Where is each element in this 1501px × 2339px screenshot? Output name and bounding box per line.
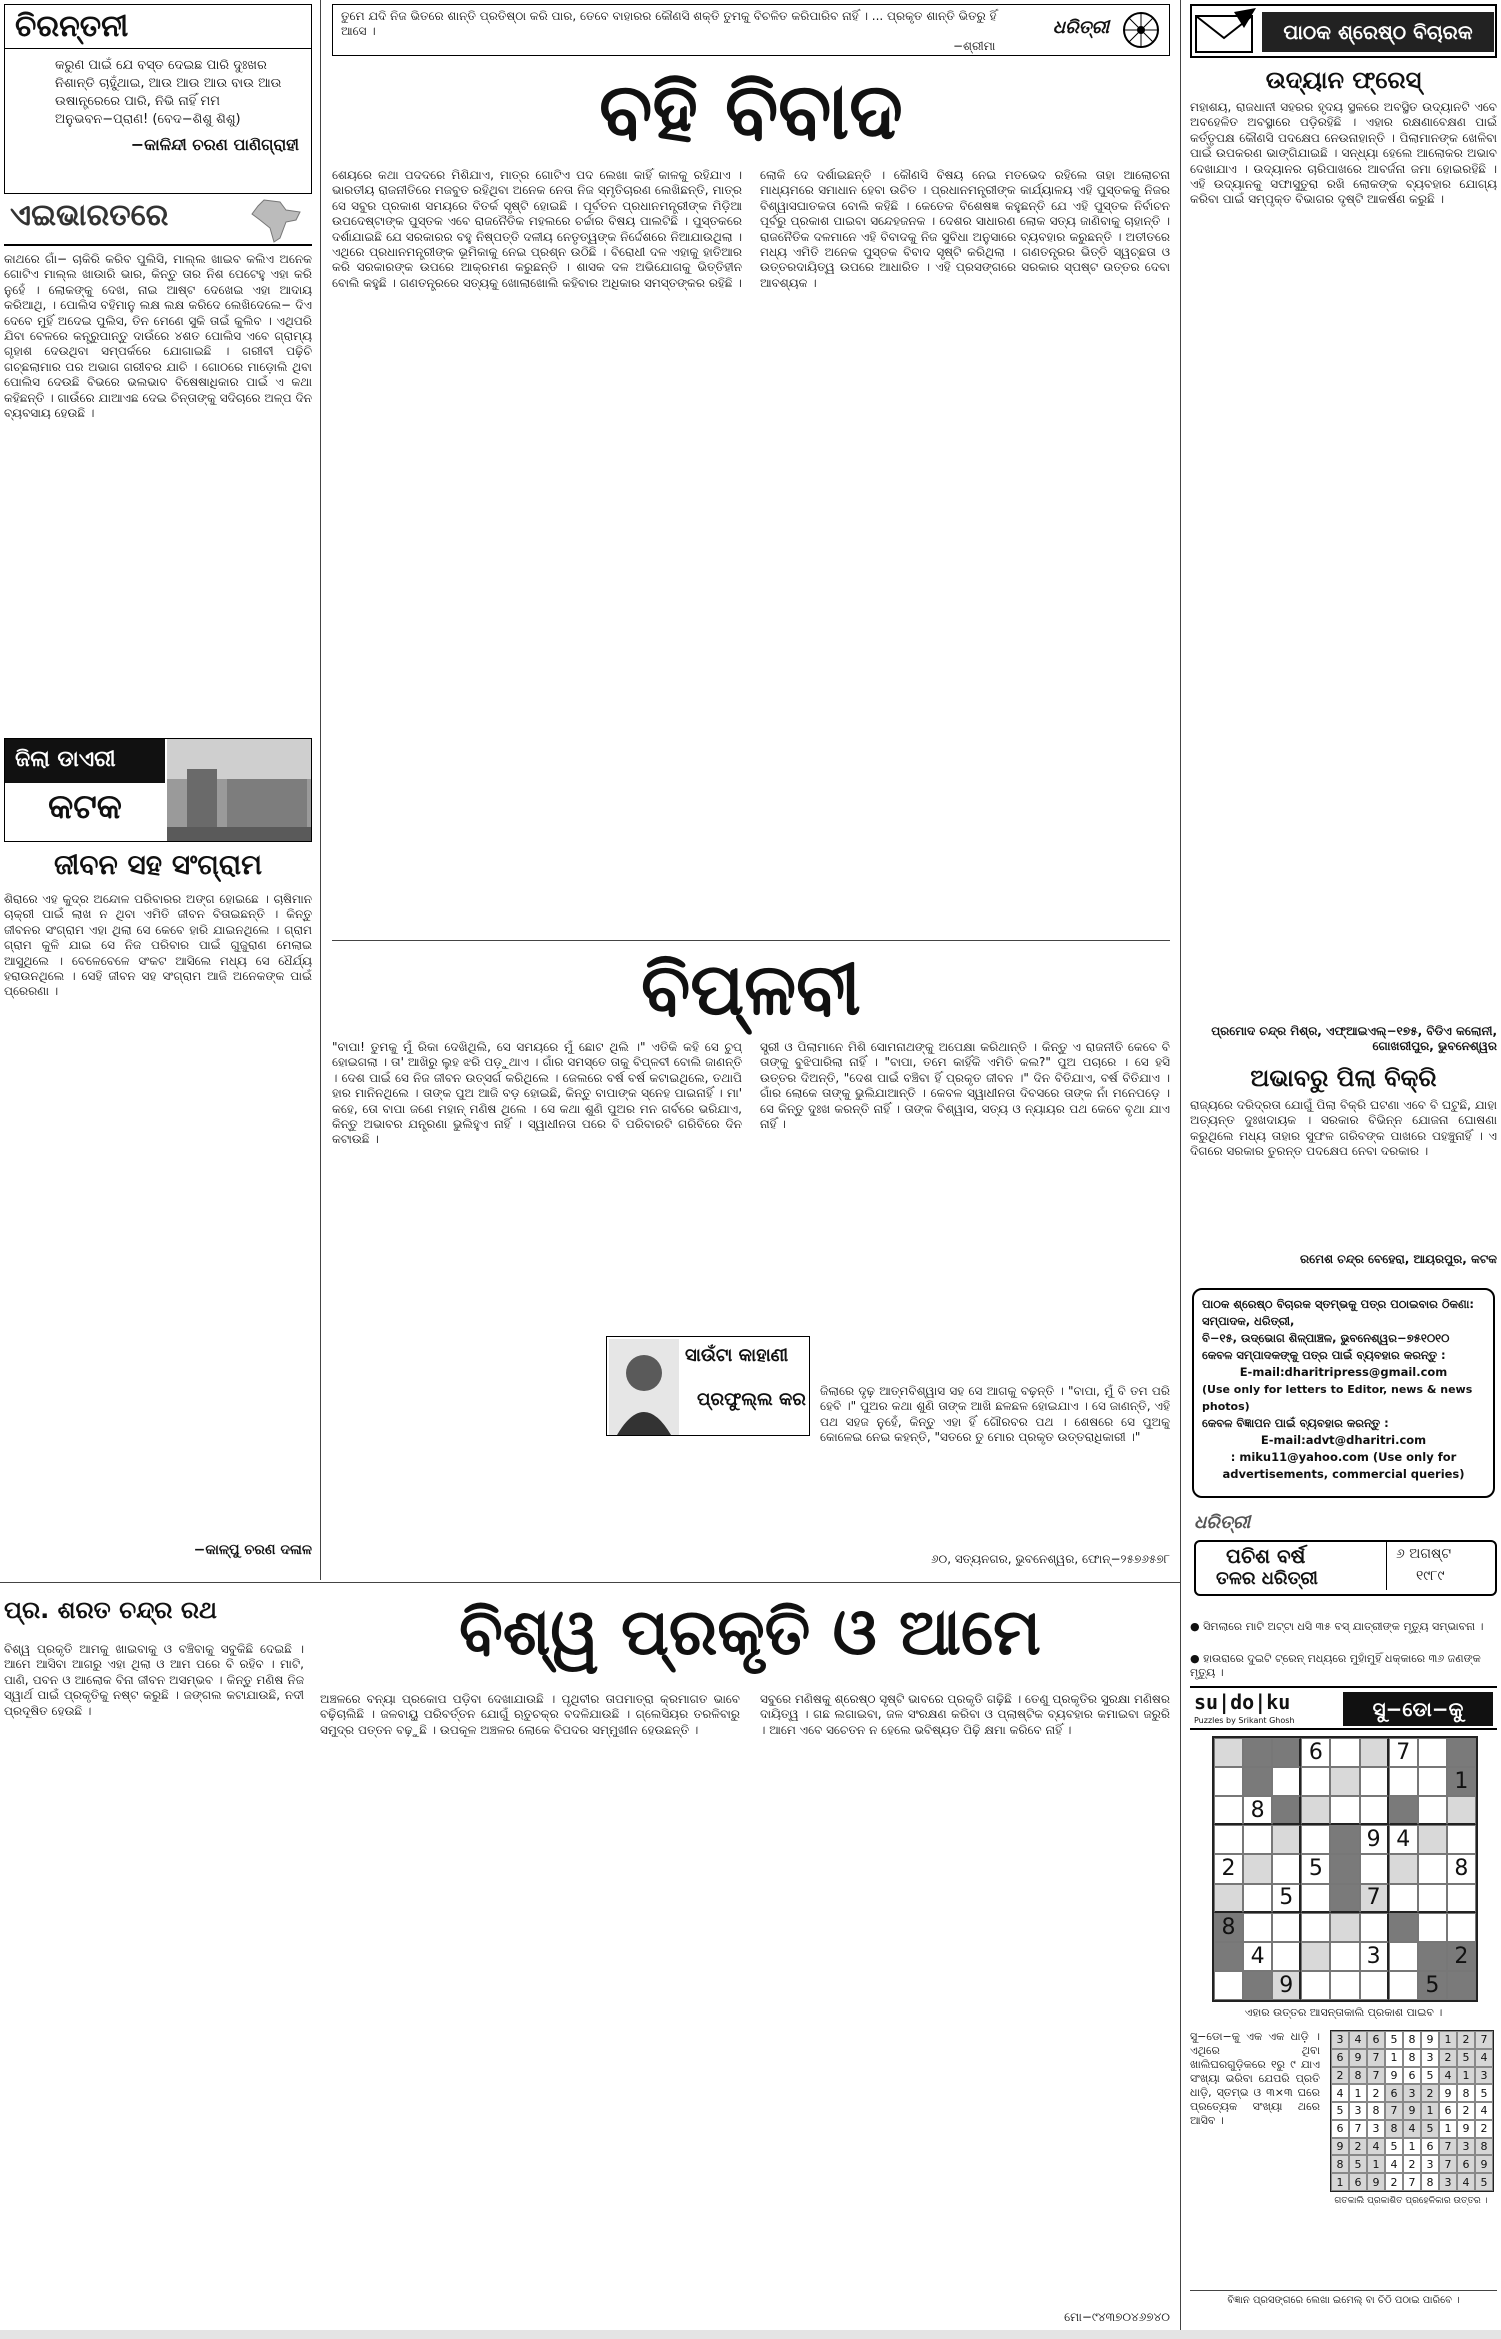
sudoku-cell[interactable] (1243, 1767, 1272, 1796)
solution-cell: 5 (1331, 2102, 1349, 2120)
solution-cell: 8 (1385, 2120, 1403, 2138)
solution-cell: 3 (1457, 2138, 1475, 2156)
sudoku-cell[interactable] (1418, 1825, 1447, 1854)
solution-cell: 6 (1439, 2102, 1457, 2120)
solution-caption: ଗତକାଲି ପ୍ରକାଶିତ ପ୍ରହେଳିକାର ଉତ୍ତର । (1334, 2196, 1488, 2206)
sudoku-cell[interactable] (1272, 1767, 1301, 1796)
pachisha-item1-text: ସିମଲାରେ ମାଟି ଅଟ୍ଟା ଧସି ୩୫ ବସ୍ ଯାତ୍ରୀଙ୍କ ମୃତ୍ୟୁ ସମ୍ଭାବନା । (1203, 1620, 1484, 1633)
sudoku-cell[interactable] (1447, 1884, 1476, 1913)
solution-cell: 8 (1403, 2031, 1421, 2049)
sudoku-cell[interactable] (1418, 1767, 1447, 1796)
sudoku-cell[interactable] (1447, 1913, 1476, 1942)
solution-cell: 3 (1349, 2102, 1367, 2120)
solution-cell: 1 (1403, 2138, 1421, 2156)
solution-cell: 2 (1349, 2138, 1367, 2156)
address-line3: ବି−୧୫, ଉଦ୍ଭୋଗ ଶିଳ୍ପାଞ୍ଚଳ, ଭୁବନେଶ୍ୱର−୭୫୧୦୧୦ (1202, 1331, 1450, 1345)
solution-cell: 5 (1475, 2173, 1493, 2191)
sudoku-cell[interactable] (1360, 1854, 1389, 1883)
solution-cell: 2 (1457, 2102, 1475, 2120)
sudoku-cell[interactable]: 3 (1360, 1942, 1389, 1971)
sudoku-cell[interactable]: 9 (1272, 1971, 1301, 2000)
solution-cell: 2 (1403, 2155, 1421, 2173)
solution-cell: 6 (1385, 2084, 1403, 2102)
editor-email[interactable]: E-mail:dharitripress@gmail.com (1239, 1365, 1448, 1379)
sudoku-caption: ଏହାର ଉତ୍ତର ଆସନ୍ତାକାଲି ପ୍ରକାଶ ପାଇବ । (1244, 2006, 1443, 2019)
pathaka-title: ପାଠକ ଶ୍ରେଷ୍ଠ ବିଚାରକ (1262, 12, 1494, 52)
solution-cell: 5 (1421, 2067, 1439, 2085)
zila-diary-text: ଶିରାରେ ଏହ କୁଦ୍ର ଅନ୍ଦୋଳ ପରିବାରର ଅଙ୍ଗ ହୋଇଛେ । ଚାଷିମାନ ଚାକ୍ରୀ ପାଇଁ ଲାଖ ନ ଥିବା ଏମିତି ଜୀବନ ବିତାଇଛନ୍ତି । କିନ୍ତୁ ଜୀବନର ସଂଗ୍ରାମ ଏହା ଥିଲା ସେ କେବେ ହାରି ଯାଇନଥିଲେ । ଗ୍ରାମ ଗ୍ରାମ କୁଳି ଯାଇ ସେ ନିଜ ପରିବାର ପାଇଁ ଗୁଜୁରାଣ ମେଲାଇ ଆସୁଥିଲେ । ବେଳେବେଳେ ସଂକଟ ଆସିଲେ ମଧ୍ୟ ସେ ଧୈର୍ଯ୍ୟ ହରାଉନଥିଲେ । ସେହି ଜୀବନ ସହ ସଂଗ୍ରାମ ଆଜି ଅନେକଙ୍କ ପାଇଁ ପ୍ରେରଣା । (4, 892, 312, 999)
sudoku-cell[interactable] (1243, 1825, 1272, 1854)
zila-diary-place: କଟକ (48, 787, 122, 827)
top-quote-attribution: −ଶ୍ରୀମା (953, 39, 996, 53)
sudoku-cell[interactable]: 1 (1447, 1767, 1476, 1796)
ebhabanare-header (4, 198, 312, 246)
solution-cell: 1 (1385, 2049, 1403, 2067)
solution-cell: 4 (1403, 2120, 1421, 2138)
sudoku-cell[interactable] (1360, 1913, 1389, 1942)
sudoku-cell[interactable] (1447, 1825, 1476, 1854)
sudoku-cell[interactable] (1272, 1913, 1301, 1942)
viplavi-address: ୬୦, ସତ୍ୟନଗର, ଭୁବନେଶ୍ୱର, ଫୋନ୍−୨୫୭୬୫୭୮ (931, 1552, 1170, 1566)
address-line2: ସମ୍ପାଦକ, ଧରିତ୍ରୀ, (1202, 1314, 1295, 1328)
solution-cell: 6 (1421, 2138, 1439, 2156)
sudoku-cell[interactable] (1214, 1767, 1243, 1796)
sudoku-cell[interactable] (1418, 1796, 1447, 1825)
ebhabanare-title: ଏଇଭାରତରେ (10, 198, 169, 233)
solution-cell: 7 (1367, 2067, 1385, 2085)
sudoku-cell[interactable] (1389, 1767, 1418, 1796)
solution-cell: 5 (1385, 2031, 1403, 2049)
solution-cell: 1 (1367, 2155, 1385, 2173)
letter2-title: ଅଭାବରୁ ପିଲା ବିକ୍ରି (1250, 1064, 1437, 1092)
solution-cell: 5 (1475, 2084, 1493, 2102)
address-line6: (Use only for letters to Editor, news & news photos) (1202, 1383, 1473, 1413)
sudoku-solution-grid (1330, 2030, 1494, 2192)
solution-cell: 9 (1367, 2173, 1385, 2191)
advt-email[interactable]: E-mail:advt@dharitri.com (1260, 1433, 1427, 1447)
bishwa-contact: ମୋ−୯୪୩୭୦୪୬୭୪୦ (1064, 2310, 1170, 2324)
pachisha-item2-text: ହାଉରାରେ ଦୁଇଟି ଟ୍ରେନ୍ ମଧ୍ୟରେ ମୁହାଁମୁହିଁ ଧକ୍କାରେ ୩୬ ଜଣଙ୍କ ମୃତ୍ୟୁ । (1190, 1652, 1481, 1679)
solution-cell: 1 (1331, 2173, 1349, 2191)
solution-cell: 3 (1421, 2049, 1439, 2067)
sudoku-cell[interactable] (1301, 1942, 1330, 1971)
pachisha-date1: ୬ ଅଗଷ୍ଟ (1396, 1546, 1452, 1562)
masthead-logo: ଧରିତ୍ରୀ (1052, 17, 1109, 38)
sudoku-cell[interactable] (1272, 1825, 1301, 1854)
sudoku-cell[interactable] (1389, 1884, 1418, 1913)
sudoku-cell[interactable] (1272, 1796, 1301, 1825)
sudoku-cell[interactable] (1447, 1971, 1476, 2000)
zila-diary-label: ଜିଲା ଡାଏରୀ (5, 739, 165, 783)
solution-cell: 6 (1331, 2049, 1349, 2067)
solution-cell: 4 (1475, 2102, 1493, 2120)
pachisha-item2: ● ହାଉରାରେ ଦୁଇଟି ଟ୍ରେନ୍ ମଧ୍ୟରେ ମୁହାଁମୁହିଁ ଧକ୍କାରେ ୩୬ ଜଣଙ୍କ ମୃତ୍ୟୁ । (1190, 1652, 1481, 1679)
solution-cell: 1 (1421, 2102, 1439, 2120)
sudoku-cell[interactable]: 9 (1360, 1825, 1389, 1854)
solution-cell: 8 (1349, 2067, 1367, 2085)
author-photo (609, 1339, 679, 1435)
solution-cell: 4 (1349, 2031, 1367, 2049)
sudoku-cell[interactable] (1214, 1884, 1243, 1913)
bishwa-col2: ଅଞ୍ଚଳରେ ବନ୍ୟା ପ୍ରକୋପ ପଡ଼ିବା ଦେଖାଯାଉଛି । ପୃଥିବୀର ତାପମାତ୍ରା କ୍ରମାଗତ ଭାବେ ବଢ଼ିଚାଲିଛି । ଜଳବାୟୁ ପରିବର୍ତ୍ତନ ଯୋଗୁଁ ଋତୁଚକ୍ର ବଦଳିଯାଉଛି । ଗ୍ଲେସିୟର ତରଳିବାରୁ ସମୁଦ୍ର ପତ୍ତନ ବଢ଼ୁଛି । ଉପକୂଳ ଅଞ୍ଚଳର ଲୋକେ ବିପଦର ସମ୍ମୁଖୀନ ହେଉଛନ୍ତି । (320, 1692, 740, 1737)
solution-cell: 1 (1349, 2084, 1367, 2102)
sudoku-cell[interactable] (1301, 1971, 1330, 2000)
sudoku-brand: su|do|ku (1194, 1690, 1291, 1714)
pachisha-subtitle: ତଳର ଧରିତ୍ରୀ (1216, 1568, 1318, 1589)
sudoku-cell[interactable] (1272, 1854, 1301, 1883)
solution-cell: 7 (1475, 2031, 1493, 2049)
solution-cell: 6 (1367, 2031, 1385, 2049)
sudoku-cell[interactable] (1447, 1738, 1476, 1767)
page-bottom-bar (0, 2330, 1501, 2339)
sudoku-cell[interactable] (1418, 1913, 1447, 1942)
sudoku-cell[interactable]: 8 (1447, 1854, 1476, 1883)
letter1-title: ଉଦ୍ୟାନ ଫ୍ରେସ୍ (1265, 66, 1422, 94)
sudoku-cell[interactable] (1243, 1854, 1272, 1883)
solution-cell: 8 (1457, 2084, 1475, 2102)
sudoku-cell[interactable]: 8 (1214, 1913, 1243, 1942)
viplavi-col2: ସ୍ତ୍ରୀ ଓ ପିଲାମାନେ ମିଶି ସୋମନାଥଙ୍କୁ ଅପେକ୍ଷା କରିଥାନ୍ତି । କିନ୍ତୁ ଏ ରାଜନୀତି କେବେ ବି ତାଙ୍କୁ ବୁଝିପାରିଲା ନାହିଁ । "ବାପା, ତମେ କାହିଁକି ଏମିତି କଲ?" ପୁଅ ପଚାରେ । ସେ ହସି ଉତ୍ତର ଦିଅନ୍ତି, "ଦେଶ ପାଇଁ ବଞ୍ଚିବା ହିଁ ପ୍ରକୃତ ଜୀବନ ।" ଦିନ ବିତିଯାଏ, ବର୍ଷ ବିତିଯାଏ । ଗାଁର ଲୋକେ ତାଙ୍କୁ ଭୁଲିଯାଆନ୍ତି । କେବଳ ସ୍ୱାଧୀନତା ଦିବସରେ ତାଙ୍କ ନାଁ ମନେପଡ଼େ । ସେ କିନ୍ତୁ ଦୁଃଖ କରନ୍ତି ନାହିଁ । ତାଙ୍କ ବିଶ୍ୱାସ, ସତ୍ୟ ଓ ନ୍ୟାୟର ପଥ କେବେ ବୃଥା ଯାଏ ନାହିଁ । (760, 1040, 1170, 1132)
solution-cell: 2 (1385, 2173, 1403, 2191)
address-line7: କେବଳ ବିଜ୍ଞାପନ ପାଇଁ ବ୍ୟବହାର କରନ୍ତୁ : (1202, 1416, 1389, 1430)
bishwa-author: ପ୍ର. ଶରତ ଚନ୍ଦ୍ର ରଥ (4, 1596, 217, 1624)
zila-diary-title: ଜୀବନ ସହ ସଂଗ୍ରାମ (53, 848, 263, 881)
sudoku-cell[interactable] (1418, 1854, 1447, 1883)
address-line4: କେବଳ ସମ୍ପାଦକଙ୍କୁ ପତ୍ର ପାଇଁ ବ୍ୟବହାର କରନ୍ତୁ : (1202, 1348, 1446, 1362)
envelope-icon (1194, 8, 1258, 56)
ebhabanare-text: କାଥରେ ଗାଁ− ଚାକିରି କରିବ ପୁଲିସି, ମାଲ୍ଲ ଖାଇବ କଲିଏ ଅନେକ ଗୋଟିଏ ମାଲ୍ଲ ଖାଉାରି ଭାର, କିନ୍ତୁ ତାର ନିଶ ପେଟେହୁ ଏହା କରି ନୁହେଁ । ଲୋକଙ୍କୁ ଦେଖ, ନାଇ ଆଷ୍ଟ ଦେଖେଇ ଏହା ଆଦାୟ କରିଆଥି, । ପୋଲିସ ବହିମାନୁ ଲକ୍ଷ ଲକ୍ଷ କରିଦେ ଲେଖିଦେଲେ− ଦିଏ ଦେବେ ମୁହିଁ ଅଦେଇ ପୁଲିସ, ତିନ ମେଣେ ସୁକି ତାଇଁ କୁଲିବ । ଏଥିପରି ଯିବା ବେଳରେ କନ୍ତ୍ରୁପାନ୍ତୁ ଦାଉଁରେ ୪ଶତ ପୋଲିସ ଏବେ ଗ୍ରାମ୍ୟ ଗୃହାଶ ଦେଉଥିବା ସମ୍ପର୍କରେ ଯୋଗାଇଛି । ଗରୀବୀ ପଢ଼ିଚି ଗଚ୍ଛଲାମାର ପର ଅଭାଗ ଗରୀବର ଯାଚି । ଗୋଠରେ ମାଡ଼ୋଲି ଥିବା ପୋଲିସ ଦେଉଛି ବିଭରେ ଭଲଭାବ ବିଷେଷାଧିକାର ପାଇଁ ଏ କଥା କହିଛନ୍ତି । ଗାଉଁରେ ଯାଆଏଛ ଦେଇ ଚିନ୍ତାଙ୍କୁ ସଦିଚାରେ ଅଳ୍ପ ଦିନ ବ୍ୟବସାୟ ହେଉଛି । (4, 252, 312, 421)
solution-cell: 8 (1367, 2102, 1385, 2120)
sudoku-cell[interactable] (1243, 1971, 1272, 2000)
solution-cell: 7 (1349, 2120, 1367, 2138)
sudoku-cell[interactable] (1214, 1971, 1243, 2000)
sudoku-cell[interactable] (1389, 1913, 1418, 1942)
letter2-text: ରାଜ୍ୟରେ ଦରିଦ୍ରତା ଯୋଗୁଁ ପିଲା ବିକ୍ରି ଘଟଣା ଏବେ ବି ଘଟୁଛି, ଯାହା ଅତ୍ୟନ୍ତ ଦୁଃଖଦାୟକ । ସରକାର ବିଭିନ୍ନ ଯୋଜନା ଘୋଷଣା କରୁଥିଲେ ମଧ୍ୟ ତାହାର ସୁଫଳ ଗରିବଙ୍କ ପାଖରେ ପହଞ୍ଚୁନାହିଁ । ଏ ଦିଗରେ ସରକାର ତୁରନ୍ତ ପଦକ୍ଷେପ ନେବା ଦରକାର । (1190, 1098, 1497, 1159)
lead-article-title: ବହି ବିବାଦ (599, 67, 903, 157)
solution-cell: 6 (1457, 2155, 1475, 2173)
solution-cell: 7 (1439, 2138, 1457, 2156)
viplavi-col1: "ବାପା! ତୁମକୁ ମୁଁ ରିକା ଦେଖିଥିଲି, ସେ ସମୟରେ ମୁଁ ଛୋଟ ଥିଲି ।" ଏତିକି କହି ସେ ଚୁପ୍ ହୋଇଗଲା । ତା' ଆଖିରୁ ଲୁହ ଝରି ପଡ଼ୁଥାଏ । ଗାଁର ସମସ୍ତେ ତାକୁ ବିପ୍ଳବୀ ବୋଲି ଜାଣନ୍ତି । ଦେଶ ପାଇଁ ସେ ନିଜ ଜୀବନ ଉତ୍ସର୍ଗ କରିଥିଲେ । ଜେଲରେ ବର୍ଷ ବର୍ଷ କଟାଇଥିଲେ, ତଥାପି ହାର ମାନିନଥିଲେ । ତାଙ୍କ ପୁଅ ଆଜି ବଡ଼ ହୋଇଛି, କିନ୍ତୁ ବାପାଙ୍କ ସ୍ନେହ ପାଇନାହିଁ । ମା' କହେ, ତୋ ବାପା ଜଣେ ମହାନ୍ ମଣିଷ ଥିଲେ । ସେ କଥା ଶୁଣି ପୁଅର ମନ ଗର୍ବରେ ଭରିଯାଏ, କିନ୍ତୁ ଅଭାବର ଯନ୍ତ୍ରଣା ଭୁଲିହୁଏ ନାହିଁ । ସ୍ୱାଧୀନତା ପରେ ବି ପରିବାରଟି ଗରିବିରେ ଦିନ କଟାଉଛି । (332, 1040, 742, 1147)
solution-cell: 1 (1457, 2067, 1475, 2085)
address-line1: ପାଠକ ଶ୍ରେଷ୍ଠ ବିଚାରକ ସ୍ତମ୍ଭକୁ ପତ୍ର ପଠାଇବାର ଠିକଣା: (1202, 1297, 1474, 1311)
wheel-icon (1121, 10, 1161, 50)
sudoku-cell[interactable] (1301, 1884, 1330, 1913)
address-line10: advertisements, commercial queries) (1222, 1467, 1465, 1481)
solution-cell: 4 (1385, 2155, 1403, 2173)
sudoku-cell[interactable] (1330, 1913, 1359, 1942)
sudoku-cell[interactable] (1360, 1971, 1389, 2000)
solution-cell: 3 (1403, 2084, 1421, 2102)
story-box (606, 1336, 810, 1436)
solution-cell: 4 (1331, 2084, 1349, 2102)
sudoku-cell[interactable] (1418, 1738, 1447, 1767)
solution-cell: 8 (1331, 2155, 1349, 2173)
sudoku-cell[interactable] (1330, 1884, 1359, 1913)
zila-diary-banner (4, 738, 312, 842)
solution-cell: 8 (1403, 2049, 1421, 2067)
solution-cell: 9 (1331, 2138, 1349, 2156)
sudoku-cell[interactable]: 2 (1214, 1854, 1243, 1883)
solution-cell: 2 (1439, 2049, 1457, 2067)
sudoku-cell[interactable]: 7 (1360, 1884, 1389, 1913)
sudoku-cell[interactable] (1330, 1767, 1359, 1796)
sudoku-cell[interactable] (1214, 1796, 1243, 1825)
bishwa-title: ବିଶ୍ୱ ପ୍ରକୃତି ଓ ଆମେ (459, 1596, 1041, 1670)
sudoku-cell[interactable] (1389, 1942, 1418, 1971)
sudoku-cell[interactable]: 2 (1447, 1942, 1476, 1971)
solution-cell: 3 (1331, 2031, 1349, 2049)
sudoku-cell[interactable] (1301, 1913, 1330, 1942)
letter1-text: ମହାଶୟ, ରାଜଧାନୀ ସହରର ହୃଦୟ ସ୍ଥଳରେ ଅବସ୍ଥିତ ଉଦ୍ୟାନଟି ଏବେ ଅବହେଳିତ ଅବସ୍ଥାରେ ପଡ଼ିରହିଛି । ଏହାର ରକ୍ଷଣାବେକ୍ଷଣ ପାଇଁ କର୍ତ୍ତୃପକ୍ଷ କୌଣସି ପଦକ୍ଷେପ ନେଉନାହାନ୍ତି । ପିଲାମାନଙ୍କ ଖେଳିବା ପାଇଁ ଉପକରଣ ଭାଙ୍ଗିଯାଇଛି । ସନ୍ଧ୍ୟା ହେଲେ ଆଲୋକର ଅଭାବ ଦେଖାଯାଏ । ଉଦ୍ୟାନର ଚାରିପାଖରେ ଆବର୍ଜନା ଜମା ହୋଇରହିଛି । ଏହି ଉଦ୍ୟାନକୁ ସଫାସୁତୁରା ରଖି ଲୋକଙ୍କ ବ୍ୟବହାର ଯୋଗ୍ୟ କରିବା ପାଇଁ ସମ୍ପୃକ୍ତ ବିଭାଗର ଦୃଷ୍ଟି ଆକର୍ଷଣ କରୁଛି । (1190, 100, 1497, 207)
solution-cell: 9 (1457, 2120, 1475, 2138)
chirantani-quote: କରୁଣ ପାଇଁ ଯେ ବସ୍ତ ଦେଇଛ ପାରି ଦୁଃଖର ନିଶାନ୍ତି ଚାହୁଁଥାଇ, ଆଉ ଆଉ ଆଉ ବାଉ ଆଉ ଉଷାନ୍ତ୍ରେରେ ପାରି, ନିଭି ନାହିଁ ମମ ଅନୁଭବନ−ପ୍ରାଣ! (ବେଦ−ଶିଶୁ ଶିଶୁ) (55, 58, 282, 127)
solution-cell: 6 (1403, 2067, 1421, 2085)
lead-article-col2: ଲୋକି ଦେ ଦର୍ଶାଇଛନ୍ତି । କୌଣସି ବିଷୟ ନେଇ ମତଭେଦ ରହିଲେ ତାହା ଆଲୋଚନା ମାଧ୍ୟମରେ ସମାଧାନ ହେବା ଉଚିତ । ପ୍ରଧାନମନ୍ତ୍ରୀଙ୍କ କାର୍ଯ୍ୟାଳୟ ଏହି ପୁସ୍ତକକୁ ନିଜର ବିଶ୍ୱାସଘାତକତା ବୋଲି କହିଛି । କେତେକ ବିଶେଷଜ୍ଞ କହୁଛନ୍ତି ଯେ ଏହି ପୁସ୍ତକ ନିର୍ବାଚନ ପୂର୍ବରୁ ପ୍ରକାଶ ପାଇବା ସନ୍ଦେହଜନକ । ଦେଶର ସାଧାରଣ ଲୋକ ସତ୍ୟ ଜାଣିବାକୁ ଚାହାନ୍ତି । ରାଜନୈତିକ ଦଳମାନେ ଏହି ବିବାଦକୁ ନିଜ ସୁବିଧା ଅନୁସାରେ ବ୍ୟବହାର କରୁଛନ୍ତି । ଅତୀତରେ ମଧ୍ୟ ଏମିତି ଅନେକ ପୁସ୍ତକ ବିବାଦ ସୃଷ୍ଟି କରିଥିଲା । ଗଣତନ୍ତ୍ରର ଭିତ୍ତି ସ୍ୱଚ୍ଛତା ଓ ଉତ୍ତରଦାୟିତ୍ୱ ଉପରେ ଆଧାରିତ । ଏହି ପ୍ରସଙ୍ଗରେ ସରକାର ସ୍ପଷ୍ଟ ଉତ୍ତର ଦେବା ଆବଶ୍ୟକ । (760, 168, 1170, 290)
solution-cell: 9 (1385, 2067, 1403, 2085)
solution-cell: 5 (1457, 2049, 1475, 2067)
chirantani-title: ଚିରନ୍ତନୀ (5, 5, 311, 49)
sudoku-cell[interactable]: 5 (1301, 1854, 1330, 1883)
top-quote-text: ତୁମେ ଯଦି ନିଜ ଭିତରେ ଶାନ୍ତି ପ୍ରତିଷ୍ଠା କରି ପାର, ତେବେ ବାହାରର କୌଣସି ଶକ୍ତି ତୁମକୁ ବିଚଳିତ କରିପାରିବ ନାହିଁ । ... ପ୍ରକୃତ ଶାନ୍ତି ଭିତରୁ ହିଁ ଆସେ । (341, 9, 997, 38)
solution-cell: 6 (1349, 2173, 1367, 2191)
pachisha-banner (1190, 1510, 1497, 1614)
sudoku-cell[interactable]: 4 (1243, 1942, 1272, 1971)
solution-cell: 4 (1457, 2173, 1475, 2191)
bishwa-col3: ସବୁରେ ମଣିଷକୁ ଶ୍ରେଷ୍ଠ ସୃଷ୍ଟି ଭାବରେ ପ୍ରକୃତି ଗଢ଼ିଛି । ତେଣୁ ପ୍ରକୃତିର ସୁରକ୍ଷା ମଣିଷର ଦାୟିତ୍ୱ । ଗଛ ଲଗାଇବା, ଜଳ ସଂରକ୍ଷଣ କରିବା ଓ ପ୍ଲାଷ୍ଟିକ ବ୍ୟବହାର କମାଇବା ଜରୁରି । ଆମେ ଏବେ ସଚେତନ ନ ହେଲେ ଭବିଷ୍ୟତ ପିଢ଼ି କ୍ଷମା କରିବେ ନାହିଁ । (760, 1692, 1170, 1737)
solution-cell: 9 (1349, 2049, 1367, 2067)
sudoku-title: ସୁ−ଡୋ−କୁ (1343, 1692, 1493, 1726)
viplavi-col2b: ଜିଲାରେ ଦୃଢ଼ ଆତ୍ମବିଶ୍ୱାସ ସହ ସେ ଆଗକୁ ବଢ଼ନ୍ତି । "ବାପା, ମୁଁ ବି ତମ ପରି ହେବି ।" ପୁଅର କଥା ଶୁଣି ତାଙ୍କ ଆଖି ଛଳଛଳ ହୋଇଯାଏ । ସେ ଜାଣନ୍ତି, ଏହି ପଥ ସହଜ ନୁହେଁ, କିନ୍ତୁ ଏହା ହିଁ ଗୌରବର ପଥ । ଶେଷରେ ସେ ପୁଅକୁ କୋଳେଇ ନେଇ କହନ୍ତି, "ସତରେ ତୁ ମୋର ପ୍ରକୃତ ଉତ୍ତରାଧିକାରୀ ।" (820, 1384, 1170, 1445)
pachisha-title: ପଚିଶ ବର୍ଷ (1226, 1544, 1306, 1568)
solution-cell: 6 (1331, 2120, 1349, 2138)
solution-cell: 4 (1367, 2138, 1385, 2156)
sudoku-cell[interactable]: 7 (1389, 1738, 1418, 1767)
solution-cell: 3 (1475, 2067, 1493, 2085)
viplavi-title: ବିପ୍ଳବୀ (641, 947, 861, 1031)
sudoku-cell[interactable] (1418, 1884, 1447, 1913)
sudoku-rules: ସୁ−ଡୋ−କୁ ଏକ ଏକ ଧାଡ଼ି । ଏଥିରେ ଥିବା ଖାଲିଘରଗୁଡ଼ିକରେ ୧ରୁ ୯ ଯାଏ ସଂଖ୍ୟା ଭରିବା ଯେପରି ପ୍ରତି ଧାଡ଼ି, ସ୍ତମ୍ଭ ଓ ୩×୩ ଘରେ ପ୍ରତ୍ୟେକ ସଂଖ୍ୟା ଥରେ ଆସିବ । (1190, 2030, 1320, 2127)
solution-cell: 2 (1457, 2031, 1475, 2049)
sudoku-cell[interactable] (1214, 1942, 1243, 1971)
sudoku-cell[interactable] (1272, 1942, 1301, 1971)
sudoku-cell[interactable]: 8 (1243, 1796, 1272, 1825)
sudoku-cell[interactable] (1360, 1738, 1389, 1767)
story-author: ପ୍ରଫୁଲ୍ଲ କର (697, 1389, 806, 1410)
fort-photo (167, 739, 311, 841)
solution-cell: 3 (1367, 2120, 1385, 2138)
solution-cell: 7 (1367, 2049, 1385, 2067)
letter1-sign: ପ୍ରମୋଦ ଚନ୍ଦ୍ର ମିଶ୍ର, ଏଫ୍ଆଇଏଲ୍−୧୭୫, ବିଡିଏ କଲୋନୀ, ଗୋଖରୀପୁର, ଭୁବନେଶ୍ୱର (1211, 1024, 1497, 1053)
sudoku-cell[interactable] (1447, 1796, 1476, 1825)
zila-diary-signature: −କାଳ୍ପୁ ଚରଣ ଦଳାଳ (193, 1542, 312, 1558)
solution-cell: 3 (1421, 2155, 1439, 2173)
solution-cell: 2 (1331, 2067, 1349, 2085)
sudoku-cell[interactable]: 6 (1301, 1738, 1330, 1767)
solution-cell: 7 (1403, 2173, 1421, 2191)
sudoku-cell[interactable]: 5 (1272, 1884, 1301, 1913)
sudoku-cell[interactable] (1360, 1796, 1389, 1825)
address-box (1192, 1288, 1495, 1498)
solution-cell: 2 (1367, 2084, 1385, 2102)
top-quote-strip (332, 4, 1170, 56)
bishwa-col1: ବିଶ୍ୱ ପ୍ରକୃତି ଆମକୁ ଖାଇବାକୁ ଓ ବଞ୍ଚିବାକୁ ସବୁକିଛି ଦେଇଛି । ଆମେ ଆସିବା ଆଗରୁ ଏହା ଥିଲା ଓ ଆମ ପରେ ବି ରହିବ । ମାଟି, ପାଣି, ପବନ ଓ ଆଲୋକ ବିନା ଜୀବନ ଅସମ୍ଭବ । କିନ୍ତୁ ମଣିଷ ନିଜ ସ୍ୱାର୍ଥ ପାଇଁ ପ୍ରକୃତିକୁ ନଷ୍ଟ କରୁଛି । ଜଙ୍ଗଲ କଟାଯାଉଛି, ନଦୀ ପ୍ରଦୂଷିତ ହେଉଛି । (4, 1642, 304, 1718)
pachisha-logo: ଧରିତ୍ରୀ (1194, 1512, 1251, 1533)
sudoku-cell[interactable] (1330, 1796, 1359, 1825)
solution-cell: 4 (1439, 2067, 1457, 2085)
sudoku-cell[interactable] (1301, 1825, 1330, 1854)
sudoku-cell[interactable] (1389, 1971, 1418, 2000)
sudoku-cell[interactable] (1301, 1796, 1330, 1825)
solution-cell: 7 (1439, 2155, 1457, 2173)
sudoku-cell[interactable] (1243, 1738, 1272, 1767)
solution-cell: 8 (1421, 2173, 1439, 2191)
sudoku-cell[interactable] (1360, 1767, 1389, 1796)
sudoku-cell[interactable] (1214, 1825, 1243, 1854)
sudoku-cell[interactable] (1301, 1767, 1330, 1796)
sudoku-cell[interactable] (1389, 1796, 1418, 1825)
sudoku-cell[interactable] (1330, 1825, 1359, 1854)
sudoku-credit: Puzzles by Srikant Ghosh (1194, 1716, 1295, 1725)
solution-cell: 2 (1421, 2084, 1439, 2102)
sudoku-cell[interactable] (1418, 1942, 1447, 1971)
sudoku-grid[interactable] (1212, 1736, 1478, 2002)
solution-cell: 9 (1403, 2102, 1421, 2120)
solution-cell: 3 (1439, 2173, 1457, 2191)
solution-cell: 1 (1439, 2120, 1457, 2138)
solution-cell: 7 (1385, 2102, 1403, 2120)
sudoku-cell[interactable]: 4 (1389, 1825, 1418, 1854)
sudoku-cell[interactable] (1330, 1971, 1359, 2000)
solution-cell: 4 (1475, 2049, 1493, 2067)
solution-cell: 9 (1421, 2031, 1439, 2049)
sudoku-cell[interactable] (1243, 1913, 1272, 1942)
solution-cell: 9 (1439, 2084, 1457, 2102)
chirantani-author: −କାଳିନ୍ଦୀ ଚରଣ ପାଣିଗ୍ରାହୀ (130, 135, 299, 154)
solution-cell: 5 (1421, 2120, 1439, 2138)
lead-article-col1: ଶେୟରେ କଥା ପଦଦରେ ମିଶିଯାଏ, ମାତ୍ର ଗୋଟିଏ ପଦ ଲେଖା କାହିଁ କାଳକୁ ରହିଯାଏ । ଭାରତୀୟ ରାଜନୀତିରେ ମଜବୁତ ରହିଥିବା ଅନେକ ନେତା ନିଜ ସ୍ମୃତିଚାରଣ ଲେଖିଛନ୍ତି, ମାତ୍ର ସେ ସବୁର ପ୍ରକାଶ ସମୟରେ ବିତର୍କ ସୃଷ୍ଟି ହୋଇଛି । ପୂର୍ବତନ ପ୍ରଧାନମନ୍ତ୍ରୀଙ୍କ ମିଡ଼ିଆ ଉପଦେଷ୍ଟାଙ୍କ ପୁସ୍ତକ ଏବେ ରାଜନୈତିକ ମହଲରେ ଚର୍ଚ୍ଚାର ବିଷୟ ପାଲଟିଛି । ପୁସ୍ତକରେ ଦର୍ଶାଯାଇଛି ଯେ ସରକାରର ବହୁ ନିଷ୍ପତ୍ତି ଦଳୀୟ ନେତୃତ୍ୱଙ୍କ ନିର୍ଦ୍ଦେଶରେ ନିଆଯାଉଥିଲା । ଏଥିରେ ପ୍ରଧାନମନ୍ତ୍ରୀଙ୍କ ଭୂମିକାକୁ ନେଇ ପ୍ରଶ୍ନ ଉଠିଛି । ବିରୋଧୀ ଦଳ ଏହାକୁ ହାତିଆର କରି ସରକାରଙ୍କ ଉପରେ ଆକ୍ରମଣ କରୁଛନ୍ତି । ଶାସକ ଦଳ ଅଭିଯୋଗକୁ ଭିତ୍ତିହୀନ ବୋଲି କହୁଛି । ଗଣତନ୍ତ୍ରରେ ସତ୍ୟକୁ ଖୋଲାଖୋଲି କହିବାର ଅଧିକାର ସମସ୍ତଙ୍କର ରହିଛି । (332, 168, 742, 290)
solution-cell: 9 (1475, 2155, 1493, 2173)
chirantani-box (4, 4, 312, 194)
sudoku-cell[interactable] (1330, 1738, 1359, 1767)
sudoku-header (1190, 1686, 1497, 1730)
sudoku-cell[interactable] (1214, 1738, 1243, 1767)
pachisha-date2: ୧୯୮୯ (1416, 1568, 1445, 1584)
sudoku-cell[interactable] (1330, 1942, 1359, 1971)
solution-cell: 5 (1349, 2155, 1367, 2173)
solution-cell: 5 (1385, 2138, 1403, 2156)
sudoku-cell[interactable] (1330, 1854, 1359, 1883)
sudoku-bottom-note: ବିଜ୍ଞାନ ପ୍ରସଙ୍ଗରେ ଲେଖା ଇମେଲ୍ ବା ଚିଠି ପଠାଇ ପାରିବେ । (1190, 2290, 1497, 2306)
advt-email-2[interactable]: : miku11@yahoo.com (Use only for (1230, 1450, 1457, 1464)
letter2-sign: ରମେଶ ଚନ୍ଦ୍ର ବେହେରା, ଆୟରପୁର, କଟକ (1300, 1252, 1497, 1266)
sudoku-cell[interactable] (1389, 1854, 1418, 1883)
sudoku-cell[interactable] (1272, 1738, 1301, 1767)
solution-cell: 2 (1475, 2120, 1493, 2138)
sudoku-cell[interactable] (1243, 1884, 1272, 1913)
pathaka-banner (1190, 4, 1497, 58)
solution-cell: 8 (1475, 2138, 1493, 2156)
solution-cell: 1 (1439, 2031, 1457, 2049)
sudoku-cell[interactable]: 5 (1418, 1971, 1447, 2000)
story-label: ସାଉଁଟା କାହାଣୀ (685, 1345, 789, 1366)
pachisha-item1: ● ସିମଲାରେ ମାଟି ଅଟ୍ଟା ଧସି ୩୫ ବସ୍ ଯାତ୍ରୀଙ୍କ ମୃତ୍ୟୁ ସମ୍ଭାବନା । (1190, 1620, 1484, 1633)
